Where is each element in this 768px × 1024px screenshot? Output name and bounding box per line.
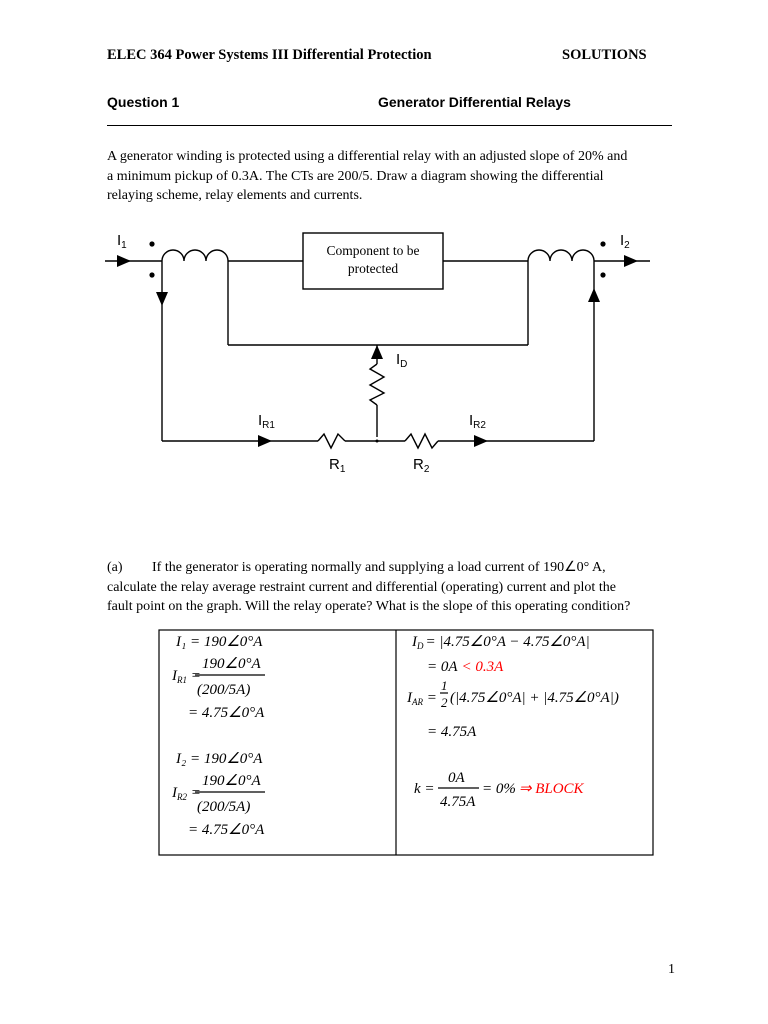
eq-k-den: 4.75A	[440, 794, 476, 810]
eq-ir2-num: 190∠0°A	[202, 773, 261, 789]
eq-iar-lhs: $I_{AR}$ =	[407, 690, 437, 707]
label-ir2: $I_{R2}$	[469, 412, 486, 431]
part-a-line: fault point on the graph. Will the relay operate? What is the slope of this operating condition?	[107, 599, 631, 614]
eq-ir2-lhs: $I_{R2}$ =	[172, 785, 201, 802]
eq-ir1-num: 190∠0°A	[202, 656, 261, 672]
eq-ir1-den: (200/5A)	[197, 682, 251, 698]
intro-line: A generator winding is protected using a differential relay with an adjusted slope of 20% and	[107, 149, 628, 164]
doc-header-solutions: SOLUTIONS	[562, 47, 647, 63]
intro-line: relaying scheme, relay elements and currents.	[107, 188, 363, 203]
eq-id-res: = 0A < 0.3A	[427, 659, 504, 675]
eq-ir1-res: = 4.75∠0°A	[188, 705, 265, 721]
eq-k-res: = 0% ⇒ BLOCK	[482, 781, 584, 797]
eq-i1: I₁ = 190∠0°A	[176, 634, 263, 650]
eq-i2: I₂ = 190∠0°A	[176, 751, 263, 767]
eq-iar-res: = 4.75A	[427, 724, 477, 740]
label-ir1: $I_{R1}$	[258, 412, 275, 431]
intro-line: a minimum pickup of 0.3A. The CTs are 200/5. Draw a diagram showing the differential	[107, 168, 604, 184]
part-a-line: If the generator is operating normally and supplying a load current of 190∠0° A,	[152, 560, 606, 575]
part-a-line: calculate the relay average restraint current and differential (operating) current and plot the	[107, 579, 616, 595]
eq-ir2-den: (200/5A)	[197, 799, 251, 815]
label-id: $I_D$	[396, 351, 408, 370]
label-r1: $R_1$	[329, 456, 346, 475]
label-i1: $I_1$	[117, 232, 127, 251]
question-title: Generator Differential Relays	[378, 94, 571, 110]
label-i2: $I_2$	[620, 232, 630, 251]
eq-k-num: 0A	[448, 770, 465, 786]
part-a-label: (a)	[107, 560, 123, 575]
component-label-line1: Component to be	[326, 243, 420, 258]
eq-ir2-res: = 4.75∠0°A	[188, 822, 265, 838]
eq-id: $I_D$ = |4.75∠0°A − 4.75∠0°A|	[412, 634, 590, 651]
eq-iar-expr: (|4.75∠0°A| + |4.75∠0°A|)	[450, 690, 619, 706]
page-number: 1	[668, 962, 675, 977]
eq-ir1-lhs: $I_{R1}$ =	[172, 668, 201, 685]
eq-k-lhs: k =	[414, 781, 435, 797]
eq-iar-half-den: 2	[441, 695, 448, 710]
label-r2: $R_2$	[413, 456, 430, 475]
question-label: Question 1	[107, 94, 180, 110]
eq-iar-half-num: 1	[441, 678, 448, 693]
doc-header-course: ELEC 364 Power Systems III Differential Protection	[107, 47, 432, 63]
component-label-line2: protected	[347, 261, 399, 276]
